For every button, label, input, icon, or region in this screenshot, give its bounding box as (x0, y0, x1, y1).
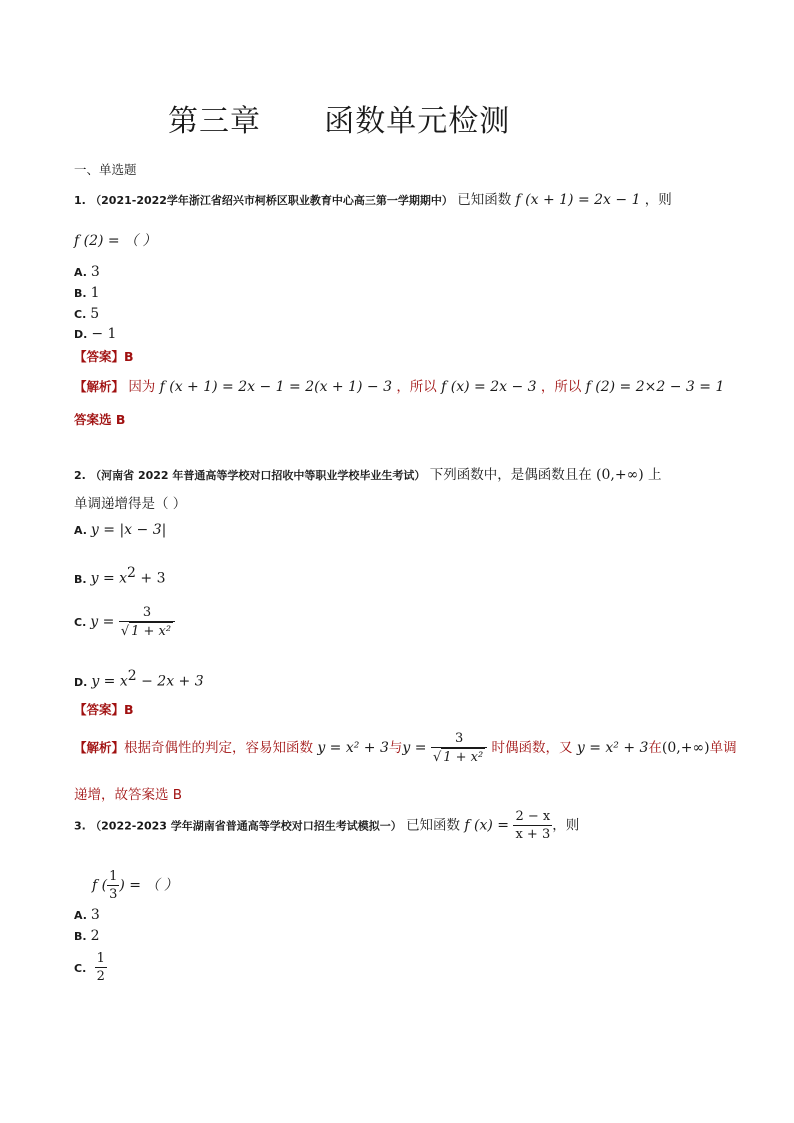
fraction: $\frac{2 - x}{x + 3}$ (515, 809, 551, 842)
stem-text: ，则 (644, 192, 672, 208)
function-expression: f (x + 1) = 2x − 1 (515, 192, 641, 208)
answer-line (74, 347, 134, 365)
option-b: B. 1 (74, 285, 100, 301)
answer-line: 【答案】B (74, 702, 134, 717)
question-source: （2021-2022学年浙江省绍兴市柯桥区职业教育中心高三第一学期期中） (90, 194, 453, 207)
question-number: 1. (74, 194, 86, 207)
page-title: 第三章 函数单元检测 (168, 104, 511, 139)
option-a: A. 3 (74, 907, 100, 923)
fraction: $\frac{1}{2}$ (96, 951, 105, 984)
fraction: $\frac{1}{3}$ (109, 869, 118, 902)
fraction: $\frac{3}{\text{√ 1 + x²}}$ (119, 604, 175, 640)
stem-text: 已知函数 (457, 192, 512, 208)
question-3-stem: 3. （2022-2023 学年湖南省普通高等学校对口招生考试模拟一） 已知函数 f (x) = $\frac{2 - x}{x + 3}$ ，则 (74, 809, 580, 842)
option-c: C. 5 (74, 306, 100, 322)
option-b: B. 2 (74, 928, 100, 944)
option-a: A. 3 (74, 264, 100, 280)
conclusion-line: 答案选 B (74, 412, 126, 427)
option-c: C. $\frac{1}{2}$ (74, 951, 105, 984)
question-2-stem-cont: 单调递增得是（ ） (74, 496, 187, 512)
analysis-line: 【解析】 因为 f (x + 1) = 2x − 1 = 2(x + 1) − 3 ，所以 f (x) = 2x − 3 ，所以 f (2) = 2×2 − 3 = 1 (74, 379, 725, 395)
answer-value: B (124, 349, 134, 364)
question-1-ask: f (2) = （ ） (74, 233, 157, 249)
answer-tag: 【答案】 (74, 349, 125, 364)
question-3-ask: f ( $\frac{1}{3}$ ) = （ ） (92, 869, 178, 902)
section-heading: 一、单选题 (74, 162, 137, 177)
question-2-stem: 2. （河南省 2022 年普通高等学校对口招收中等职业学校毕业生考试） 下列函数中，是偶函数且在 (0,+∞) 上 (74, 467, 662, 483)
fraction: $\frac{3}{\text{√ 1 + x²}}$ (431, 730, 487, 766)
analysis-line-cont: 递增，故答案选 B (74, 787, 183, 803)
question-1-stem (74, 188, 672, 208)
analysis-line: 【解析】根据奇偶性的判定，容易知函数 y = x² + 3与y = $\frac{3}{\text{√ 1 + x²}}$ 时偶函数，又 y = x² + 3在(0,+∞)单调 (74, 731, 737, 765)
option-d: D. − 1 (74, 326, 117, 342)
option-c: C. y = $\frac{3}{\text{√ 1 + x²}}$ (74, 604, 175, 640)
option-a: A. y = |x − 3| (74, 522, 167, 538)
option-d: D. $y = x^2 - 2x + 3$ (74, 668, 204, 690)
option-b: B. $y = x^2 + 3$ (74, 565, 166, 587)
